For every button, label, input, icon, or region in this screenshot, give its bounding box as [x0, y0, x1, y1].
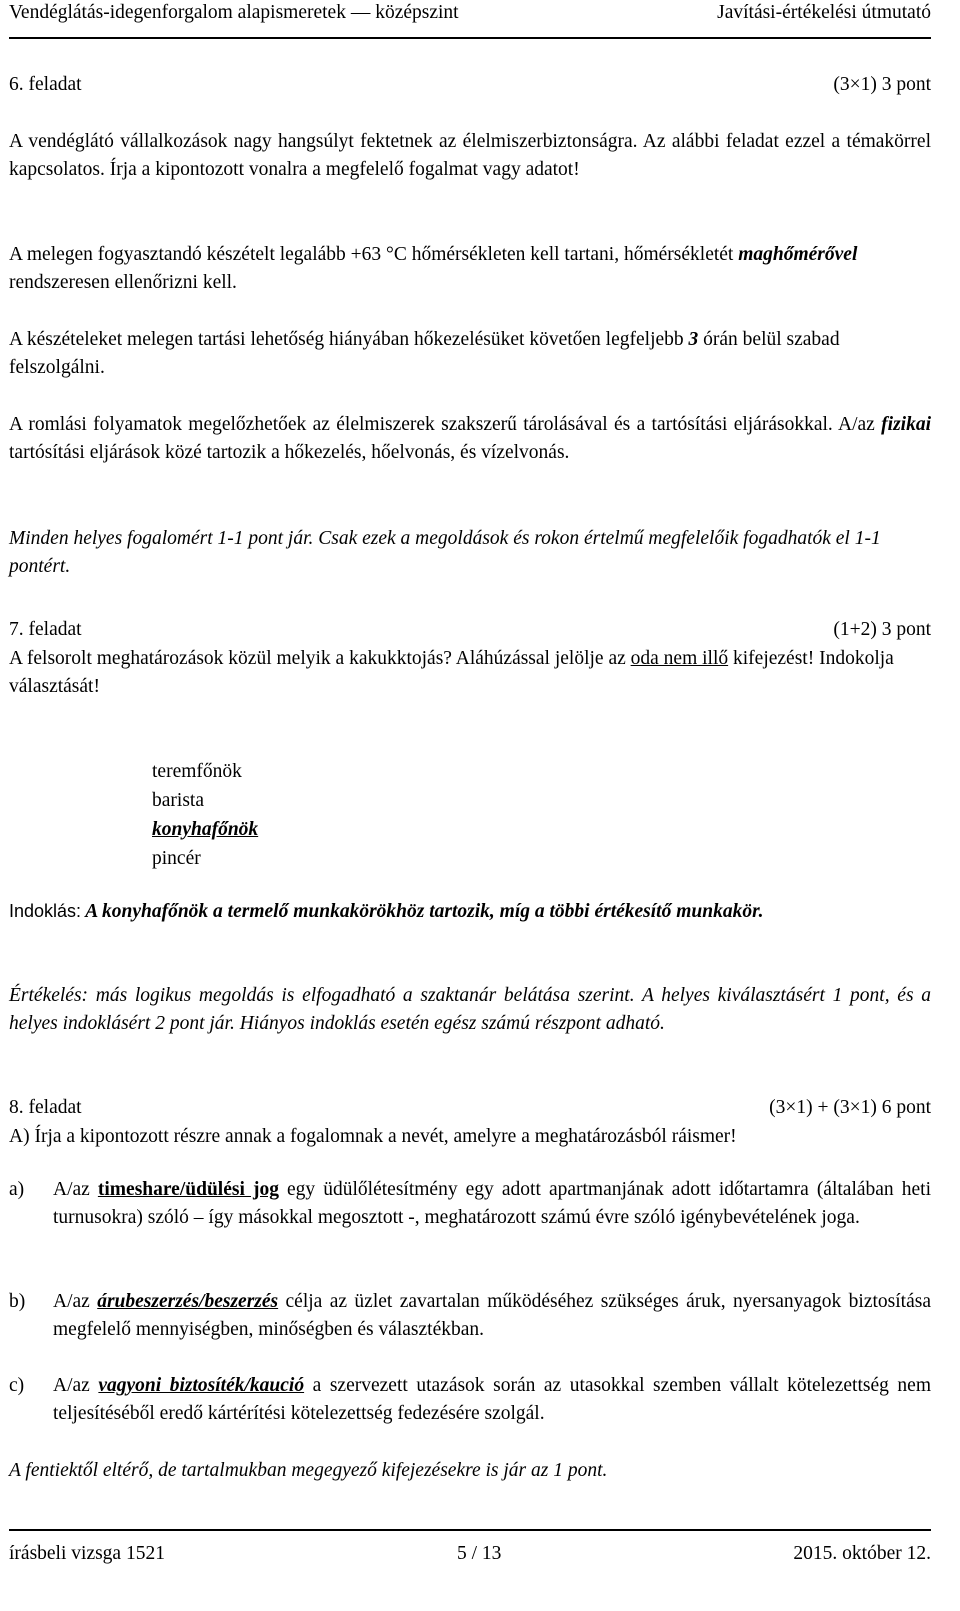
footer-date: 2015. október 12. [793, 1543, 931, 1564]
task7-points: (1+2) 3 pont [833, 619, 931, 640]
task8-item-a-tag: a) [9, 1179, 25, 1200]
task6-s3-answer: fizikai [881, 414, 931, 435]
task7-evaluation-label: Értékelés: [9, 985, 89, 1006]
task6-scoring-note: Minden helyes fogalomért 1-1 pont jár. Csak ezek a megoldások és rokon értelmű megfelelőik fogadhatók el 1-1 pontért. [9, 528, 881, 577]
task7-options [152, 757, 258, 873]
task6-s3-text-end: tartósítási eljárások közé tartozik a hőkezelés, hőelvonás, és vízelvonás. [9, 442, 570, 463]
page-footer [9, 1543, 931, 1565]
task8-item-b-prefix: A/az [53, 1291, 98, 1312]
task7-option: teremfőnök [152, 761, 242, 782]
task6-s3-text: A romlási folyamatok megelőzhetőek az élelmiszerek szakszerű tárolásával és a tartósítási eljárásokkal. A/az [9, 414, 882, 435]
header-divider [9, 37, 931, 39]
task6-sentence-1 [9, 241, 931, 297]
task8-item-c-prefix: A/az [53, 1375, 99, 1396]
task6-heading [9, 71, 931, 99]
task7-reasoning [9, 897, 931, 926]
task7-heading [9, 616, 931, 644]
task6-sentence-3 [9, 411, 931, 467]
task6-s2-text-end: órán belül szabad felszolgálni. [9, 329, 840, 378]
task6-title: 6. feladat [9, 74, 82, 95]
task7-title: 7. feladat [9, 619, 82, 640]
task8-points: (3×1) + (3×1) 6 pont [769, 1097, 931, 1118]
task6-s2-text: A készételeket melegen tartási lehetőség hiányában hőkezelésüket követően legfeljebb [9, 329, 689, 350]
task7-question-underlined: oda nem illő [630, 648, 729, 669]
task6-intro: A vendéglátó vállalkozások nagy hangsúlyt fektetnek az élelmiszerbiztonságra. Az alábbi feladat ezzel a témakörrel kapcsolatos. Írja a kipontozott vonalra a megfelelő fogalmat vagy adatot! [9, 131, 931, 180]
task7-evaluation-text: más logikus megoldás is elfogadható a szaktanár belátása szerint. A helyes kiválasztásért 1 pont, és a helyes indoklásért 2 pont jár. Hiányos indoklás esetén egész számú részpont adható. [9, 985, 931, 1034]
task8-item-c-tag: c) [9, 1375, 25, 1396]
page-header [9, 2, 931, 30]
task6-sentence-2 [9, 326, 931, 382]
task7-option: barista [152, 790, 204, 811]
task8-item-c-body: a szervezett utazások során az utasokkal szemben vállalt kötelezettség nem teljesítéséből eredő kártérítési kötelezettség fedezésére szolgál. [53, 1375, 931, 1424]
task8-item-a-body: egy üdülőlétesítmény egy adott apartmanjának adott időtartamra (általában heti turnusokra) szóló – így másokkal megosztott -, meghatározott számú évre szóló igénybevételének joga. [53, 1179, 931, 1228]
task8-item-c-answer: vagyoni biztosíték/kaució [98, 1375, 305, 1396]
header-subject: Vendéglátás-idegenforgalom alapismeretek — középszint [9, 2, 459, 23]
task8-item-a-text [53, 1176, 931, 1232]
task8-heading [9, 1094, 931, 1122]
task8-item-c [9, 1372, 931, 1428]
task8-item-a [9, 1176, 931, 1232]
task6-s1-text-end: rendszeresen ellenőrizni kell. [9, 272, 237, 293]
task8-item-b-text [53, 1288, 931, 1344]
footer-exam-code: írásbeli vizsga 1521 [9, 1543, 165, 1564]
task8-item-b-answer: árubeszerzés/beszerzés [97, 1291, 279, 1312]
task6-s2-answer: 3 [688, 329, 699, 350]
task7-option: pincér [152, 848, 201, 869]
task7-question-text-end: kifejezést! Indokolja választását! [9, 648, 894, 697]
task6-s1-answer: maghőmérővel [738, 244, 858, 265]
task8-item-a-prefix: A/az [53, 1179, 98, 1200]
footer-page-number: 5 / 13 [456, 1543, 502, 1564]
footer-divider [9, 1529, 931, 1531]
task7-evaluation [9, 982, 931, 1038]
task6-s1-text: A melegen fogyasztandó készételt legalább +63 °C hőmérsékleten kell tartani, hőmérsékletét [9, 244, 739, 265]
task7-option-selected: konyhafőnök [152, 819, 259, 840]
task7-question-text: A felsorolt meghatározások közül melyik a kakukktojás? Aláhúzással jelölje az [9, 648, 631, 669]
document-page [9, 0, 931, 1611]
task8-item-b-tag: b) [9, 1291, 26, 1312]
task8-item-c-text [53, 1372, 931, 1428]
task7-reasoning-label: Indoklás: [9, 901, 82, 921]
task8-item-a-answer: timeshare/üdülési jog [97, 1179, 279, 1200]
task7-reasoning-text: A konyhafőnök a termelő munkakörökhöz tartozik, míg a többi értékesítő munkakör. [81, 901, 764, 922]
task7-question [9, 645, 931, 701]
task6-points: (3×1) 3 pont [833, 74, 931, 95]
task8-item-b [9, 1288, 931, 1344]
task8-scoring-note: A fentiektől eltérő, de tartalmukban megegyező kifejezésekre is jár az 1 pont. [9, 1460, 608, 1481]
task8-instruction: A) Írja a kipontozott részre annak a fogalomnak a nevét, amelyre a meghatározásból ráismer! [9, 1126, 737, 1147]
task8-title: 8. feladat [9, 1097, 82, 1118]
header-doc-type: Javítási-értékelési útmutató [717, 2, 931, 23]
task8-item-b-body: célja az üzlet zavartalan működéséhez szükséges áruk, nyersanyagok biztosítása megfelelő mennyiségben, minőségben és választékban. [53, 1291, 931, 1340]
